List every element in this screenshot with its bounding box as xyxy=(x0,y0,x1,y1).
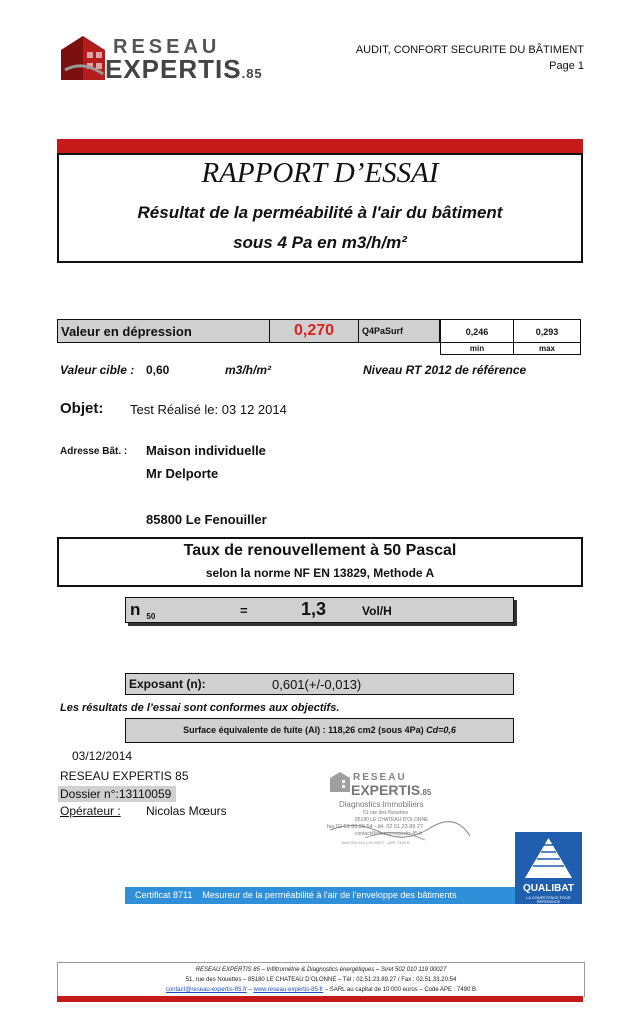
report-subtitle-line1: Résultat de la perméabilité à l'air du bâtiment xyxy=(137,203,503,222)
handwritten-signature xyxy=(325,800,475,845)
stamp-building-icon xyxy=(329,770,351,794)
n50-unit: Vol/H xyxy=(362,604,392,618)
renewal-box xyxy=(57,537,583,587)
rt-reference: Niveau RT 2012 de référence xyxy=(363,363,527,377)
measure-label-cell xyxy=(57,319,270,343)
signature-dossier: Dossier n°:13110059 xyxy=(58,786,176,802)
footer-line3-rest: – SARL au capital de 10 000 euros – Code APE : 7490 B xyxy=(323,987,477,993)
min-value: 0,246 xyxy=(465,327,489,337)
measure-value-cell xyxy=(269,319,359,343)
logo-line1: RESEAU xyxy=(113,36,221,58)
measure-value: 0,270 xyxy=(293,322,335,339)
footer-line2: 51, rue des Nouettes – 85180 LE CHATEAU D’OLONNE – Tél : 02.51.23.89.27 / Fax : 02.51.33.20.54 xyxy=(185,977,457,983)
objet-text: Test Réalisé le: 03 12 2014 xyxy=(130,402,287,417)
exposant-value: 0,601(+/-0,013) xyxy=(272,677,362,692)
max-value-cell xyxy=(513,319,581,343)
footer-sep: – xyxy=(246,987,254,993)
address-label: Adresse Bât. : xyxy=(60,446,128,457)
stamp-line2-sup: .85 xyxy=(420,788,432,797)
certificate-bar xyxy=(125,887,515,904)
operator-name: Nicolas Mœurs xyxy=(146,804,227,818)
target-label: Valeur cible : xyxy=(60,363,135,377)
company-logo xyxy=(55,30,315,90)
target-value: 0,60 xyxy=(146,363,170,377)
exposant-label: Exposant (n): xyxy=(129,677,206,691)
footer-line3 xyxy=(58,987,584,993)
footer-email-link[interactable]: contact@reseau-expertis-85.fr xyxy=(165,987,247,993)
renewal-norm: selon la norme NF EN 13829, Methode A xyxy=(205,566,435,580)
stamp-line2-text: EXPERTIS xyxy=(351,782,421,798)
target-unit: m3/h/m² xyxy=(225,363,272,377)
report-subtitle-line2: sous 4 Pa en m3/h/m² xyxy=(233,233,407,252)
stamp-line4: 51 rue des Nouettes xyxy=(363,810,409,816)
n50-letter: n xyxy=(130,600,141,619)
title-box xyxy=(57,153,583,263)
n50-equals: = xyxy=(240,603,248,618)
stamp-line3: Diagnostics Immobiliers xyxy=(339,800,424,809)
footer-line1: RESEAU EXPERTIS 85 – Infiltrométrie & Diagnostics énergétiques – Siret 502 010 119 00027 xyxy=(195,967,447,973)
stamp-line8: Siret 502 010 119 00027 - APE 7490 B xyxy=(341,840,410,845)
min-label: min xyxy=(469,344,485,353)
max-label-cell xyxy=(513,342,581,355)
n50-box xyxy=(125,597,514,623)
leak-box xyxy=(125,718,514,743)
signature-date: 03/12/2014 xyxy=(72,749,133,763)
leak-text xyxy=(126,725,513,735)
logo-sup: .85 xyxy=(241,66,263,81)
renewal-title: Taux de renouvellement à 50 Pascal xyxy=(183,542,457,559)
footer-red-bar xyxy=(57,996,583,1002)
qualibat-badge xyxy=(515,832,582,904)
min-label-cell xyxy=(440,342,514,355)
stamp-line6: fax 02 51 33 20 54 - tél. 02 51 23 89 27 xyxy=(327,824,424,830)
objet-label: Objet: xyxy=(60,400,104,417)
n50-subscript: 50 xyxy=(146,612,156,622)
logo-line2 xyxy=(105,54,263,85)
stamp-line5: 85180 LE CHATEAU D'OLONNE xyxy=(355,817,429,823)
measure-unit-cell xyxy=(358,319,440,343)
company-stamp xyxy=(325,760,475,855)
stamp-line2 xyxy=(351,782,431,798)
qualibat-subtitle: LA COMPÉTENCE POUR RÉFÉRENCE xyxy=(526,896,571,904)
address-line3: 85800 Le Fenouiller xyxy=(146,512,267,527)
signature-company: RESEAU EXPERTIS 85 xyxy=(60,769,189,783)
n50-label xyxy=(130,600,155,621)
exposant-box xyxy=(125,673,514,695)
stamp-line1: RESEAU xyxy=(353,772,407,783)
qualibat-label: QUALIBAT xyxy=(523,883,574,894)
qualibat-pyramid-icon xyxy=(523,836,574,880)
header-right-title: AUDIT, CONFORT SECURITE DU BÂTIMENT xyxy=(355,44,584,56)
building-logo-icon xyxy=(55,30,110,85)
leak-cd: Cd=0,6 xyxy=(426,725,456,735)
max-label: max xyxy=(538,344,555,353)
report-title: RAPPORT D’ESSAI xyxy=(201,157,439,189)
footer-box xyxy=(57,962,585,997)
max-value: 0,293 xyxy=(535,327,559,337)
title-red-bar xyxy=(57,139,583,154)
page-number: Page 1 xyxy=(549,60,584,72)
footer-website-link[interactable]: www.reseau-expertis-85.fr xyxy=(253,987,324,993)
stamp-line7: contact@reseau-expertis-85.fr xyxy=(355,831,423,837)
n50-value: 1,3 xyxy=(301,599,327,619)
certificate-text: Certificat 8711 Mesureur de la perméabilité à l'air de l'enveloppe des bâtiments xyxy=(135,890,457,900)
conformity-statement: Les résultats de l’essai sont conformes aux objectifs. xyxy=(60,702,340,714)
address-line2: Mr Delporte xyxy=(146,466,219,481)
address-line1: Maison individuelle xyxy=(146,443,266,458)
operator-label: Opérateur : xyxy=(60,804,121,818)
measure-unit-code: Q4PaSurf xyxy=(362,326,404,336)
logo-line2-text: EXPERTIS xyxy=(105,54,242,84)
leak-text-main: Surface équivalente de fuite (Al) : 118,26 cm2 (sous 4Pa) xyxy=(183,725,427,735)
measure-label: Valeur en dépression xyxy=(61,324,192,339)
min-value-cell xyxy=(440,319,514,343)
